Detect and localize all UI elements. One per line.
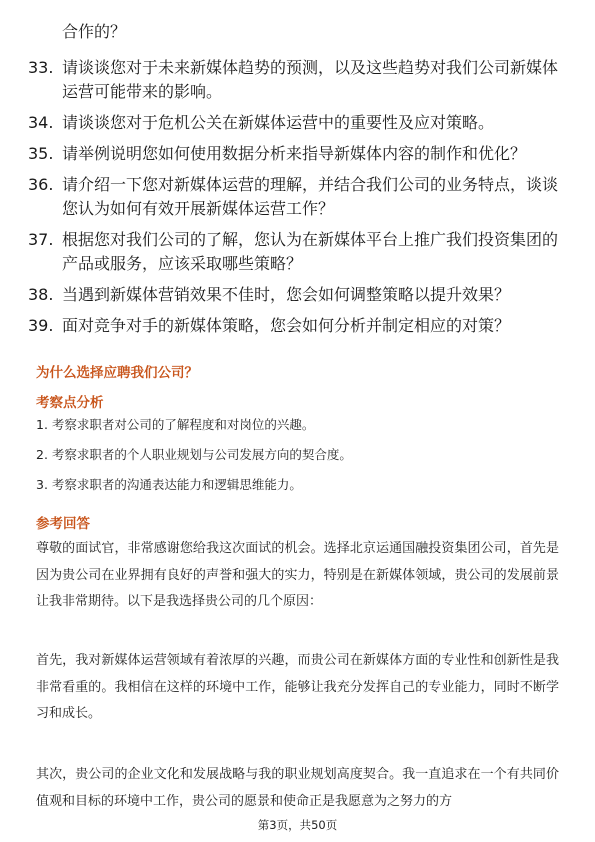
question-item (28, 111, 568, 135)
question-number: 39. (28, 316, 54, 335)
analysis-title: 考察点分析 (36, 395, 104, 411)
question-text: 请举例说明您如何使用数据分析来指导新媒体内容的制作和优化？ (62, 144, 527, 163)
question-number: 35. (28, 144, 54, 163)
question-number: 33. (28, 58, 54, 77)
question-item (28, 283, 568, 307)
question-number: 37. (28, 230, 54, 249)
question-item (28, 142, 568, 166)
answer-paragraph: 其次，贵公司的企业文化和发展战略与我的职业规划高度契合。我一直追求在一个有共同价值观和目标的环境中工作，贵公司的愿景和使命正是我愿意为之努力的方 (36, 767, 559, 809)
question-list (28, 56, 568, 345)
question-number: 34. (28, 113, 54, 132)
answer-title: 参考回答 (36, 516, 90, 532)
analysis-point: 2. 考察求职者的个人职业规划与公司发展方向的契合度。 (36, 447, 352, 462)
question-number: 38. (28, 285, 54, 304)
question-text: 面对竞争对手的新媒体策略，您会如何分析并制定相应的对策？ (62, 316, 511, 335)
analysis-points (36, 417, 556, 507)
question-item (28, 56, 568, 104)
section-title: 为什么选择应聘我们公司？ (36, 365, 198, 381)
analysis-point: 3. 考察求职者的沟通表达能力和逻辑思维能力。 (36, 477, 302, 492)
question-text: 请介绍一下您对新媒体运营的理解，并结合我们公司的业务特点，谈谈您认为如何有效开展新媒体运营工作？ (62, 175, 559, 218)
question-text: 请谈谈您对于未来新媒体趋势的预测，以及这些趋势对我们公司新媒体运营可能带来的影响。 (62, 58, 559, 101)
question-continuation: 合作的？ (62, 22, 127, 41)
question-item (28, 314, 568, 338)
question-text: 请谈谈您对于危机公关在新媒体运营中的重要性及应对策略。 (62, 113, 495, 132)
page-footer: 第3页，共50页 (257, 818, 338, 832)
question-text: 当遇到新媒体营销效果不佳时，您会如何调整策略以提升效果？ (62, 285, 511, 304)
question-text: 根据您对我们公司的了解，您认为在新媒体平台上推广我们投资集团的产品或服务，应该采取哪些策略？ (62, 230, 559, 273)
answer-paragraph: 尊敬的面试官，非常感谢您给我这次面试的机会。选择北京运通国融投资集团公司，首先是因为贵公司在业界拥有良好的声誉和强大的实力，特别是在新媒体领域，贵公司的发展前景让我非常期待。以下是我选择贵公司的几个原因： (36, 541, 559, 609)
question-item (28, 173, 568, 221)
answer-paragraph: 首先，我对新媒体运营领域有着浓厚的兴趣，而贵公司在新媒体方面的专业性和创新性是我非常看重的。我相信在这样的环境中工作，能够让我充分发挥自己的专业能力，同时不断学习和成长。 (36, 653, 559, 721)
analysis-point: 1. 考察求职者对公司的了解程度和对岗位的兴趣。 (36, 417, 315, 432)
question-item (28, 228, 568, 276)
question-number: 36. (28, 175, 54, 194)
